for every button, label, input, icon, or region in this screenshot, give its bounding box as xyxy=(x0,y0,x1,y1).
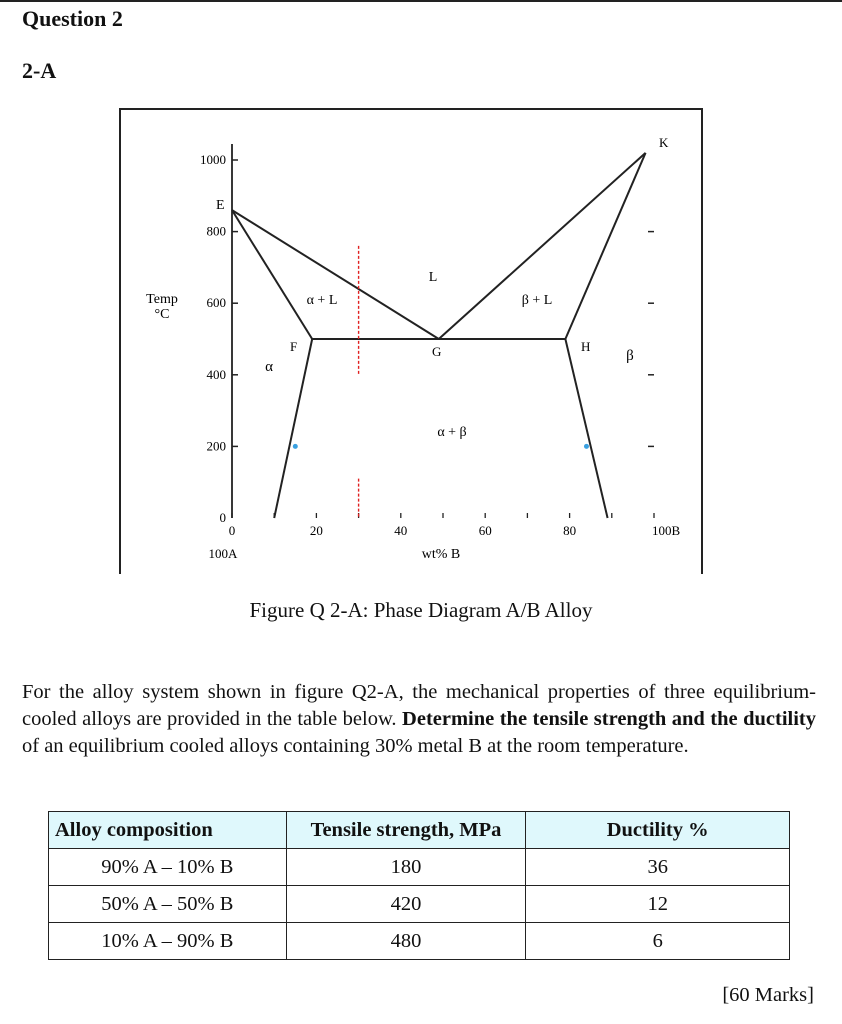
phase-diagram-figure xyxy=(119,108,703,574)
cell-tensile: 480 xyxy=(286,923,526,960)
x-tick-group xyxy=(229,513,681,538)
marks-label: [60 Marks] xyxy=(722,984,814,1006)
solvus-dot xyxy=(584,444,589,449)
cell-tensile: 420 xyxy=(286,886,526,923)
y-tick-label: 1000 xyxy=(200,152,226,167)
x-tick-label: 60 xyxy=(478,523,492,538)
solvus-dot xyxy=(293,444,298,449)
phase-line-solvus-beta xyxy=(565,339,607,518)
x-axis-label: wt% B xyxy=(421,547,461,562)
top-rule xyxy=(0,0,842,2)
y-tick-label: 800 xyxy=(206,223,226,239)
solvus-dots xyxy=(293,444,589,449)
x-tick-label: 40 xyxy=(394,523,408,538)
table-row xyxy=(49,849,790,886)
cell-composition: 50% A – 50% B xyxy=(49,886,287,923)
region-alpha: α xyxy=(265,359,273,375)
cell-composition: 90% A – 10% B xyxy=(49,849,287,886)
y-tick-label: 600 xyxy=(206,295,226,311)
x-tick-label: 0 xyxy=(228,523,236,538)
header-alloy-composition: Alloy composition xyxy=(49,812,287,849)
problem-text-bold: Determine the tensile strength and the ductility xyxy=(402,708,817,730)
cell-ductility: 12 xyxy=(526,886,790,923)
problem-text-part2: of an equilibrium cooled alloys containing 30% metal B at the room temperature. xyxy=(22,735,689,757)
cell-composition: 10% A – 90% B xyxy=(49,923,287,960)
cell-tensile: 180 xyxy=(286,849,526,886)
y-tick-label: 0 xyxy=(219,510,226,525)
problem-statement xyxy=(22,679,816,760)
phase-diagram-svg xyxy=(119,108,703,574)
x-tick-label: 80 xyxy=(563,523,577,538)
point-label-f: F xyxy=(290,339,298,354)
question-title: Question 2 xyxy=(22,6,123,31)
figure-caption: Figure Q 2-A: Phase Diagram A/B Alloy xyxy=(249,598,593,622)
region-beta-liquid: β + L xyxy=(521,293,553,308)
figure-frame xyxy=(120,109,702,574)
problem-text-part1: For the alloy system shown in figure Q2-A, the mechanical properties of three equilibrium-cooled alloys are provided in the table below. xyxy=(22,681,816,730)
region-alpha-beta: α + β xyxy=(437,425,467,440)
right-tick-group xyxy=(648,232,654,447)
point-label-g: G xyxy=(432,344,442,359)
y-tick-label: 400 xyxy=(206,366,226,382)
point-label-k: K xyxy=(659,135,669,150)
header-ductility: Ductility % xyxy=(526,812,790,849)
region-liquid: L xyxy=(428,270,438,285)
x-tick-label: 100B xyxy=(652,523,681,538)
table-row xyxy=(49,886,790,923)
x-left-label: 100A xyxy=(208,546,238,561)
phase-line-liquidus-alpha xyxy=(232,210,439,339)
header-tensile-strength: Tensile strength, MPa xyxy=(286,812,526,849)
question-subpart: 2-A xyxy=(22,58,57,83)
phase-line-solvus-alpha xyxy=(274,339,312,518)
y-axis-label-line2: °C xyxy=(154,307,170,322)
point-label-h: H xyxy=(581,339,591,354)
y-axis-label-line1: Temp xyxy=(146,292,178,307)
cell-ductility: 36 xyxy=(526,849,790,886)
point-label-e: E xyxy=(216,198,225,213)
phase-lines xyxy=(232,153,646,518)
phase-line-liquidus-beta xyxy=(439,153,646,339)
region-alpha-liquid: α + L xyxy=(306,293,338,308)
cell-ductility: 6 xyxy=(526,923,790,960)
y-tick-label: 200 xyxy=(206,438,226,454)
table-row xyxy=(49,923,790,960)
x-tick-label: 20 xyxy=(309,523,323,538)
phase-line-solidus-alpha xyxy=(232,210,312,339)
phase-line-solidus-beta xyxy=(565,153,645,339)
region-beta: β xyxy=(626,348,634,364)
properties-table xyxy=(48,811,790,960)
table-header-row xyxy=(49,812,790,849)
